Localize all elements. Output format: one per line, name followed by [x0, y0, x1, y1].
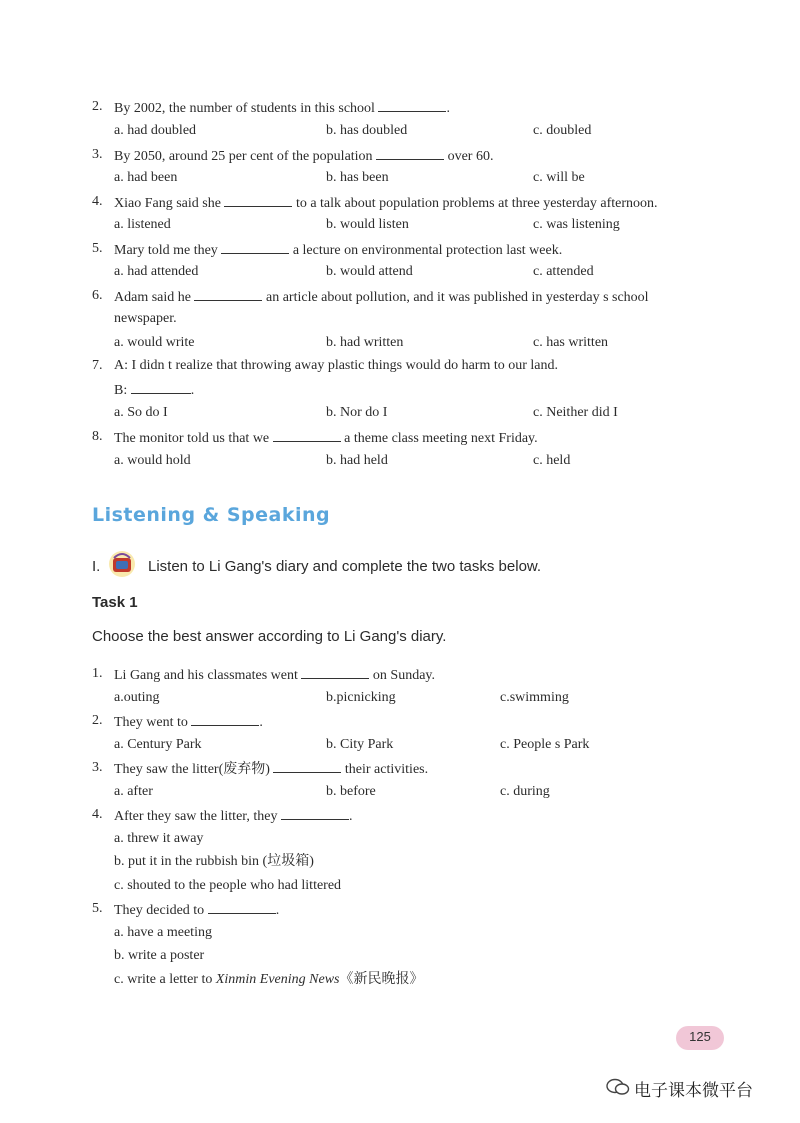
- question-number: 1.: [92, 666, 103, 681]
- page-number: 125: [676, 1026, 724, 1050]
- question-number: 4.: [92, 807, 103, 822]
- section-title: Listening & Speaking: [92, 504, 331, 526]
- option-b[interactable]: b. had held: [326, 453, 388, 468]
- option-b[interactable]: b. would attend: [326, 264, 413, 279]
- option-b[interactable]: b. had written: [326, 335, 404, 350]
- answer-blank[interactable]: [376, 146, 444, 160]
- question-number: 3.: [92, 760, 103, 775]
- question-stem: By 2050, around 25 per cent of the population: [114, 149, 373, 164]
- option-a[interactable]: a. So do I: [114, 405, 168, 420]
- question-number: 2.: [92, 99, 103, 114]
- option-a[interactable]: a. Century Park: [114, 737, 202, 752]
- option-c[interactable]: c. was listening: [533, 217, 620, 232]
- answer-blank[interactable]: [208, 900, 276, 914]
- option-c[interactable]: c. held: [533, 453, 571, 468]
- option-c[interactable]: c. Neither did I: [533, 405, 618, 420]
- headphones-icon: [106, 550, 138, 578]
- option-a[interactable]: a. had been: [114, 170, 178, 185]
- task-heading: Task 1: [92, 594, 138, 611]
- option-b[interactable]: b. before: [326, 784, 376, 799]
- option-a[interactable]: a.outing: [114, 690, 160, 705]
- option-c[interactable]: c. during: [500, 784, 550, 799]
- option-b[interactable]: b. would listen: [326, 217, 409, 232]
- answer-blank[interactable]: [221, 240, 289, 254]
- task-instruction: Choose the best answer according to Li Gang's diary.: [92, 628, 447, 645]
- question-number: 8.: [92, 429, 103, 444]
- question-stem-line2: B: .: [114, 380, 194, 400]
- question-stem: Li Gang and his classmates went: [114, 668, 298, 683]
- part-heading: [92, 558, 100, 575]
- question-stem-line2: newspaper.: [114, 311, 177, 326]
- answer-blank[interactable]: [194, 287, 262, 301]
- newspaper-title-cn: 《新民晚报》: [339, 972, 424, 987]
- question-number: 3.: [92, 147, 103, 162]
- question-stem: The monitor told us that we: [114, 431, 270, 446]
- option-b[interactable]: b. Nor do I: [326, 405, 388, 420]
- option-c[interactable]: c. has written: [533, 335, 609, 350]
- part-number: I.: [92, 558, 101, 575]
- option-c[interactable]: c. doubled: [533, 123, 592, 138]
- wechat-icon: [606, 1078, 630, 1096]
- option-b[interactable]: b. has doubled: [326, 123, 408, 138]
- question-number: 7.: [92, 358, 103, 373]
- option-c[interactable]: c. People s Park: [500, 737, 590, 752]
- option-a[interactable]: a. would write: [114, 335, 195, 350]
- option-c[interactable]: c. attended: [533, 264, 594, 279]
- question-stem: By 2002, the number of students in this school: [114, 101, 375, 116]
- option-b[interactable]: b. put it in the rubbish bin (垃圾箱): [114, 854, 314, 869]
- question-number: 4.: [92, 194, 103, 209]
- option-a[interactable]: a. had attended: [114, 264, 199, 279]
- option-a[interactable]: a. after: [114, 784, 153, 799]
- question-stem: Mary told me they: [114, 243, 218, 258]
- answer-blank[interactable]: [273, 759, 341, 773]
- option-b[interactable]: b. write a poster: [114, 948, 205, 963]
- question-stem: They went to: [114, 715, 188, 730]
- option-b[interactable]: b.picnicking: [326, 690, 396, 705]
- option-c[interactable]: c. will be: [533, 170, 585, 185]
- answer-blank[interactable]: [378, 98, 446, 112]
- question-stem: Xiao Fang said she: [114, 196, 221, 211]
- question-number: 2.: [92, 713, 103, 728]
- question-number: 6.: [92, 288, 103, 303]
- question-stem: A: I didn t realize that throwing away plastic things would do harm to our land.: [114, 358, 559, 373]
- newspaper-title: Xinmin Evening News: [215, 972, 340, 987]
- option-a[interactable]: a. would hold: [114, 453, 191, 468]
- answer-blank[interactable]: [131, 380, 191, 394]
- part-instruction: Listen to Li Gang's diary and complete the two tasks below.: [148, 558, 542, 575]
- answer-blank[interactable]: [281, 806, 349, 820]
- option-b[interactable]: b. has been: [326, 170, 389, 185]
- option-b[interactable]: b. City Park: [326, 737, 394, 752]
- question-stem: They decided to: [114, 903, 205, 918]
- answer-blank[interactable]: [301, 665, 369, 679]
- answer-blank[interactable]: [273, 428, 341, 442]
- question-number: 5.: [92, 241, 103, 256]
- option-c[interactable]: c.swimming: [500, 690, 569, 705]
- option-a[interactable]: a. have a meeting: [114, 925, 212, 940]
- option-c[interactable]: c. write a letter to Xinmin Evening News《新民晚报》: [114, 972, 424, 987]
- question-number: 5.: [92, 901, 103, 916]
- question-stem: Adam said he: [114, 290, 191, 305]
- option-c[interactable]: c. shouted to the people who had littered: [114, 878, 342, 893]
- question-stem: They saw the litter(废弃物): [114, 762, 270, 777]
- answer-blank[interactable]: [224, 193, 292, 207]
- watermark-text: 电子课本微平台: [634, 1081, 753, 1101]
- answer-blank[interactable]: [191, 712, 259, 726]
- option-a[interactable]: a. listened: [114, 217, 171, 232]
- option-a[interactable]: a. had doubled: [114, 123, 197, 138]
- question-stem: After they saw the litter, they: [114, 809, 278, 824]
- option-a[interactable]: a. threw it away: [114, 831, 204, 846]
